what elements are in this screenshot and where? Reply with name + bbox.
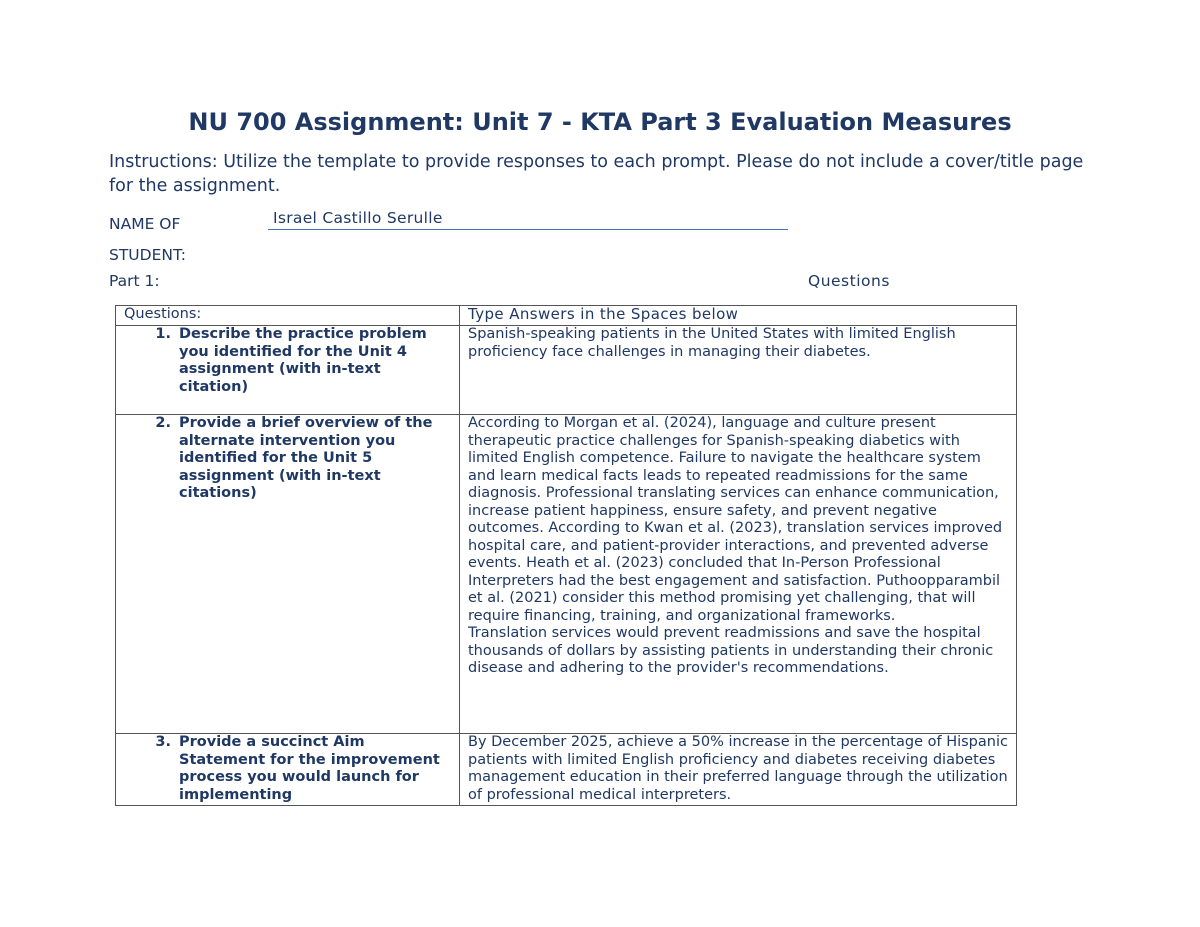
- question-text: Provide a succinct Aim Statement for the improvement process you would launch for implementing: [179, 734, 440, 803]
- qa-table: [115, 305, 1017, 806]
- page-title: NU 700 Assignment: Unit 7 - KTA Part 3 Evaluation Measures: [188, 108, 1012, 136]
- question-number: 2.: [155, 415, 171, 431]
- part-label: Part 1:: [109, 272, 160, 290]
- question-number: 1.: [155, 326, 171, 342]
- answer-text-continued: Translation services would prevent readmissions and save the hospital thousands of dollars by assisting patients in understanding their chronic disease and adhering to the provider's recommendations.: [468, 625, 994, 676]
- question-number: 3.: [155, 734, 171, 750]
- answer-text: According to Morgan et al. (2024), language and culture present therapeutic practice challenges for Spanish-speaking diabetics with limited English competence. Failure to navigate the healthcare system and learn medical facts leads to repeated readmissions for the same diagnosis. Professional translating services can enhance communication, increase patient happiness, ensure safety, and prevent negative outcomes. According to Kwan et al. (2023), translation services improved hospital care, and patient-provider interactions, and prevented adverse events. Heath et al. (2023) concluded that In-Person Professional Interpreters had the best engagement and satisfaction. Puthoopparambil et al. (2021) consider this method promising yet challenging, that will require financing, training, and organizational frameworks.: [468, 415, 1003, 624]
- answer-text: Spanish-speaking patients in the United States with limited English proficiency face challenges in managing their diabetes.: [468, 326, 956, 360]
- header-answers: Type Answers in the Spaces below: [468, 305, 739, 323]
- answer-text: By December 2025, achieve a 50% increase in the percentage of Hispanic patients with limited English proficiency and diabetes receiving diabetes management education in their preferred language through the utilization of professional medical interpreters.: [468, 734, 1008, 803]
- header-questions: Questions:: [124, 306, 202, 322]
- header-answers-cell: [460, 306, 1017, 326]
- table-row: [116, 734, 1017, 806]
- table-row: [116, 415, 1017, 734]
- instructions-text: Instructions: Utilize the template to provide responses to each prompt. Please do not include a cover/title page for the assignment.: [109, 152, 1084, 196]
- answer-cell[interactable]: [460, 415, 1017, 734]
- answer-cell[interactable]: [460, 734, 1017, 806]
- student-name-field[interactable]: Israel Castillo Serulle: [268, 209, 788, 230]
- table-header-row: [116, 306, 1017, 326]
- question-cell: [116, 415, 460, 734]
- answer-cell[interactable]: [460, 326, 1017, 415]
- question-text: Describe the practice problem you identified for the Unit 4 assignment (with in-text citation): [179, 326, 427, 395]
- question-cell: [116, 734, 460, 806]
- question-cell: [116, 326, 460, 415]
- questions-heading: Questions: [808, 272, 890, 290]
- question-text: Provide a brief overview of the alternate intervention you identified for the Unit 5 assignment (with in-text citations): [179, 415, 433, 501]
- header-questions-cell: [116, 306, 460, 326]
- table-row: [116, 326, 1017, 415]
- student-name-label: NAME OF STUDENT:: [109, 215, 186, 264]
